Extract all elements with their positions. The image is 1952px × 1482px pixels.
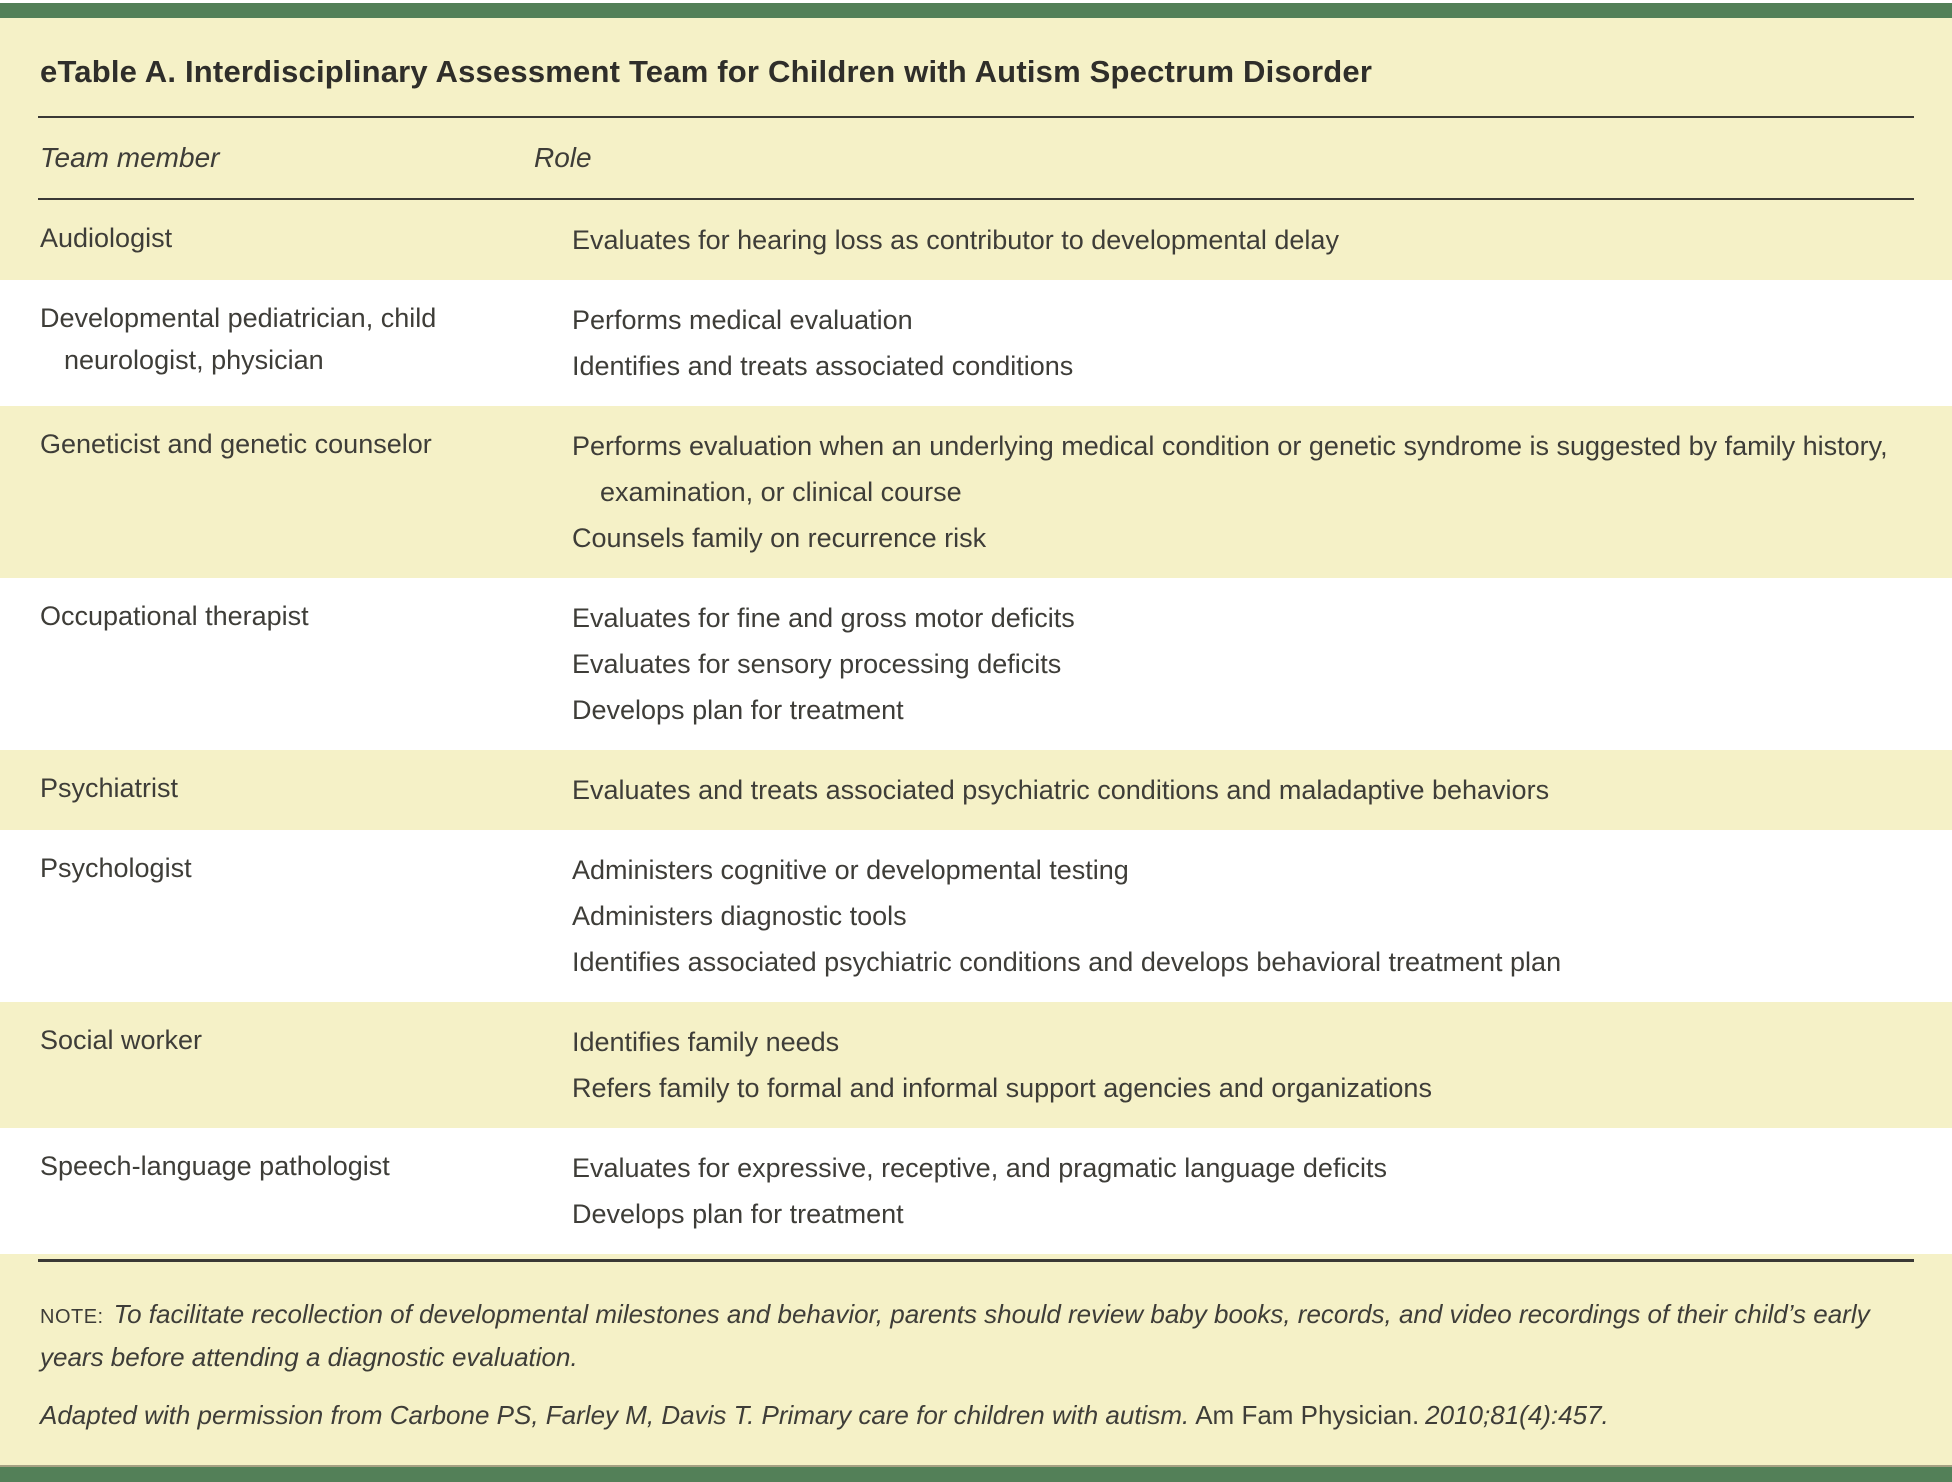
member-name: Psychologist <box>40 853 192 883</box>
member-cell <box>40 595 572 733</box>
role-line: Identifies and treats associated conditions <box>572 351 1074 381</box>
column-headers <box>38 118 1914 198</box>
note-label: NOTE: <box>40 1306 104 1328</box>
role-line: Develops plan for treatment <box>572 695 904 725</box>
member-cell <box>40 1019 572 1111</box>
member-name: Speech-language pathologist <box>40 1151 390 1181</box>
role-cell <box>572 297 1914 389</box>
citation-volume-page: 2010;81(4):457. <box>1425 1400 1609 1430</box>
role-line: Refers family to formal and informal support agencies and organizations <box>572 1073 1432 1103</box>
member-cell <box>40 297 572 389</box>
table-row-social-worker <box>0 1002 1952 1128</box>
role-cell <box>572 595 1914 733</box>
role-line: Evaluates and treats associated psychiatric conditions and maladaptive behaviors <box>572 775 1550 805</box>
member-name: Social worker <box>40 1025 203 1055</box>
table-row-geneticist <box>0 406 1952 578</box>
role-line: Performs medical evaluation <box>572 305 913 335</box>
role-line: Evaluates for expressive, receptive, and pragmatic language deficits <box>572 1153 1387 1183</box>
role-cell <box>572 1019 1914 1111</box>
footnote <box>38 1294 1914 1377</box>
table-row-developmental-pediatrician <box>0 280 1952 406</box>
role-line: Identifies associated psychiatric conditions and develops behavioral treatment plan <box>572 947 1562 977</box>
member-name: Geneticist and genetic counselor <box>40 429 432 459</box>
role-line: Administers cognitive or developmental testing <box>572 855 1129 885</box>
member-cell <box>40 767 572 813</box>
green-bar-bottom <box>0 1465 1952 1482</box>
role-cell <box>572 847 1914 985</box>
citation-adapted-text: Adapted with permission from Carbone PS, Farley M, Davis T. Primary care for children with autism. <box>40 1400 1190 1430</box>
role-line: Evaluates for fine and gross motor deficits <box>572 603 1075 633</box>
role-line: Counsels family on recurrence risk <box>572 523 987 553</box>
member-name: Psychiatrist <box>40 773 179 803</box>
column-header-team-member: Team member <box>40 142 220 173</box>
table-row-audiologist <box>0 200 1952 280</box>
role-line: Evaluates for hearing loss as contributor to developmental delay <box>572 225 1339 255</box>
role-line: Administers diagnostic tools <box>572 901 907 931</box>
member-cell <box>40 217 572 263</box>
member-name: Audiologist <box>40 223 173 253</box>
role-cell <box>572 767 1914 813</box>
note-text: To facilitate recollection of developmental milestones and behavior, parents should review baby books, records, and video recordings of their child’s early years before attending a diagnostic evaluation. <box>40 1299 1870 1372</box>
table-footer <box>0 1254 1952 1465</box>
page-title: eTable A. Interdisciplinary Assessment Team for Children with Autism Spectrum Disorder <box>40 54 1373 89</box>
role-line: Evaluates for sensory processing deficits <box>572 649 1062 679</box>
member-cell <box>40 1145 572 1237</box>
member-name: Developmental pediatrician, child neurologist, physician <box>40 303 437 375</box>
footer-rule <box>38 1259 1914 1262</box>
member-cell <box>40 847 572 985</box>
green-bar-top <box>0 3 1952 18</box>
role-cell <box>572 217 1914 263</box>
table-row-psychologist <box>0 830 1952 1002</box>
member-cell <box>40 423 572 561</box>
table-header <box>0 18 1952 200</box>
role-line: Develops plan for treatment <box>572 1199 904 1229</box>
member-name: Occupational therapist <box>40 601 309 631</box>
role-cell <box>572 423 1914 561</box>
citation-journal-name: Am Fam Physician. <box>1195 1400 1420 1430</box>
table-row-occupational-therapist <box>0 578 1952 750</box>
role-cell <box>572 1145 1914 1237</box>
role-line: Identifies family needs <box>572 1027 840 1057</box>
role-line: Performs evaluation when an underlying medical condition or genetic syndrome is suggested by family history, examination, or clinical course <box>572 431 1888 507</box>
citation <box>38 1395 1914 1435</box>
table-row-speech-language-pathologist <box>0 1128 1952 1254</box>
table-row-psychiatrist <box>0 750 1952 830</box>
table-body <box>0 200 1952 1254</box>
column-header-role: Role <box>534 142 592 173</box>
